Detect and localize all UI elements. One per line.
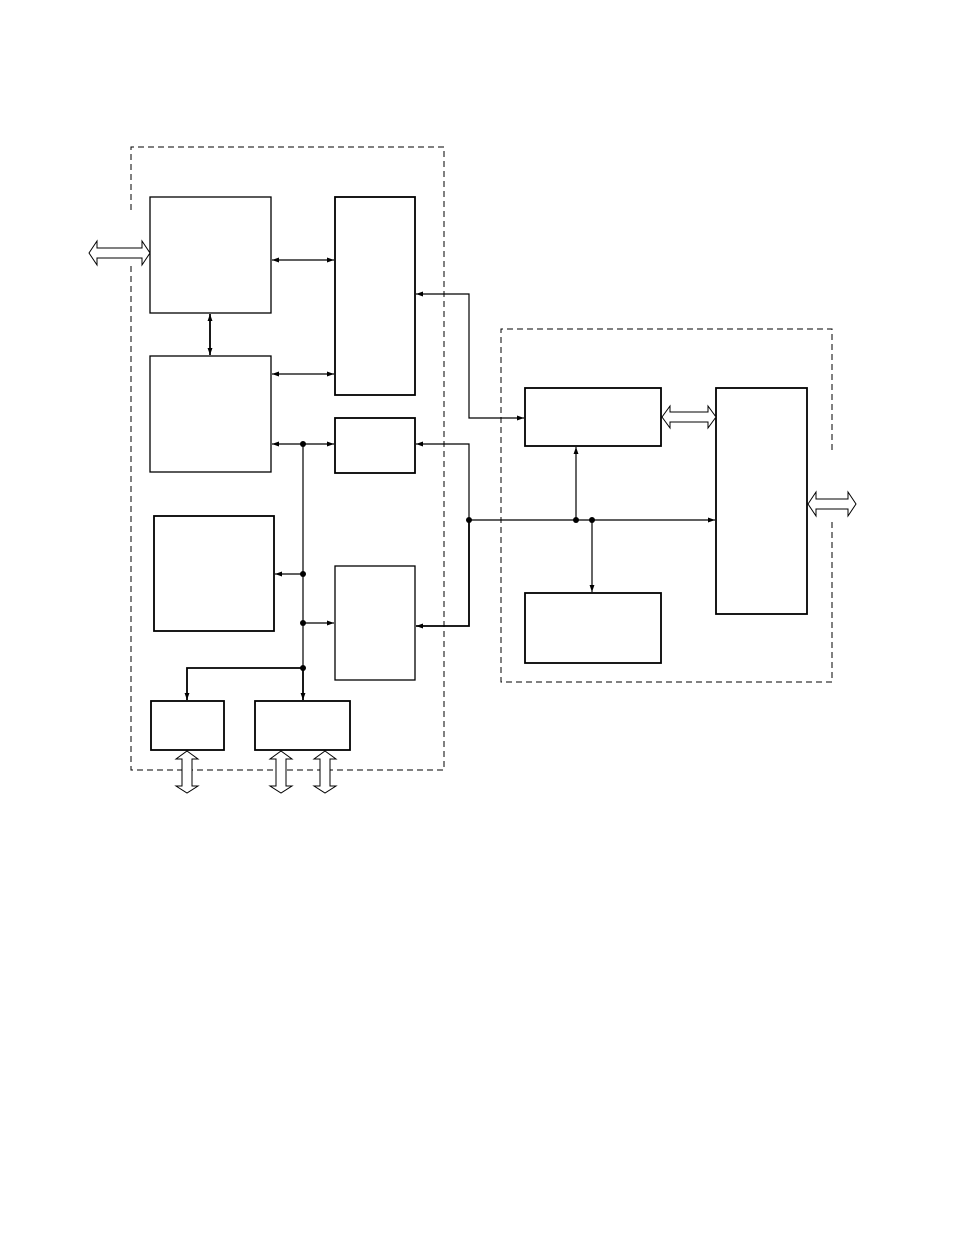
junction-dot — [300, 665, 306, 671]
connector-bus-f-right — [416, 520, 469, 626]
block-f — [335, 566, 415, 680]
block-d — [335, 197, 415, 395]
port-bottom-h-2-arrow — [314, 751, 336, 793]
port-bottom-h-1-arrow — [270, 751, 292, 793]
link-i-k-arrow — [662, 406, 716, 428]
port-left-a-arrow — [89, 241, 150, 265]
block-b — [150, 356, 271, 472]
junction-dot — [300, 571, 306, 577]
connector-d-i — [416, 294, 524, 418]
block-e — [335, 418, 415, 473]
connector-bus-g — [187, 668, 303, 700]
junction-dot — [573, 517, 579, 523]
port-bottom-g-arrow — [176, 751, 198, 793]
junction-dot — [466, 517, 472, 523]
block-h — [255, 701, 350, 750]
connector-bus-e — [416, 444, 469, 520]
junction-dot — [589, 517, 595, 523]
block-k — [716, 388, 807, 614]
block-g — [151, 701, 224, 750]
block-a — [150, 197, 271, 313]
block-i — [525, 388, 661, 446]
port-right-k-arrow — [808, 492, 856, 516]
block-c — [154, 516, 274, 631]
block-j — [525, 593, 661, 663]
junction-dot — [300, 620, 306, 626]
junction-dot — [300, 441, 306, 447]
